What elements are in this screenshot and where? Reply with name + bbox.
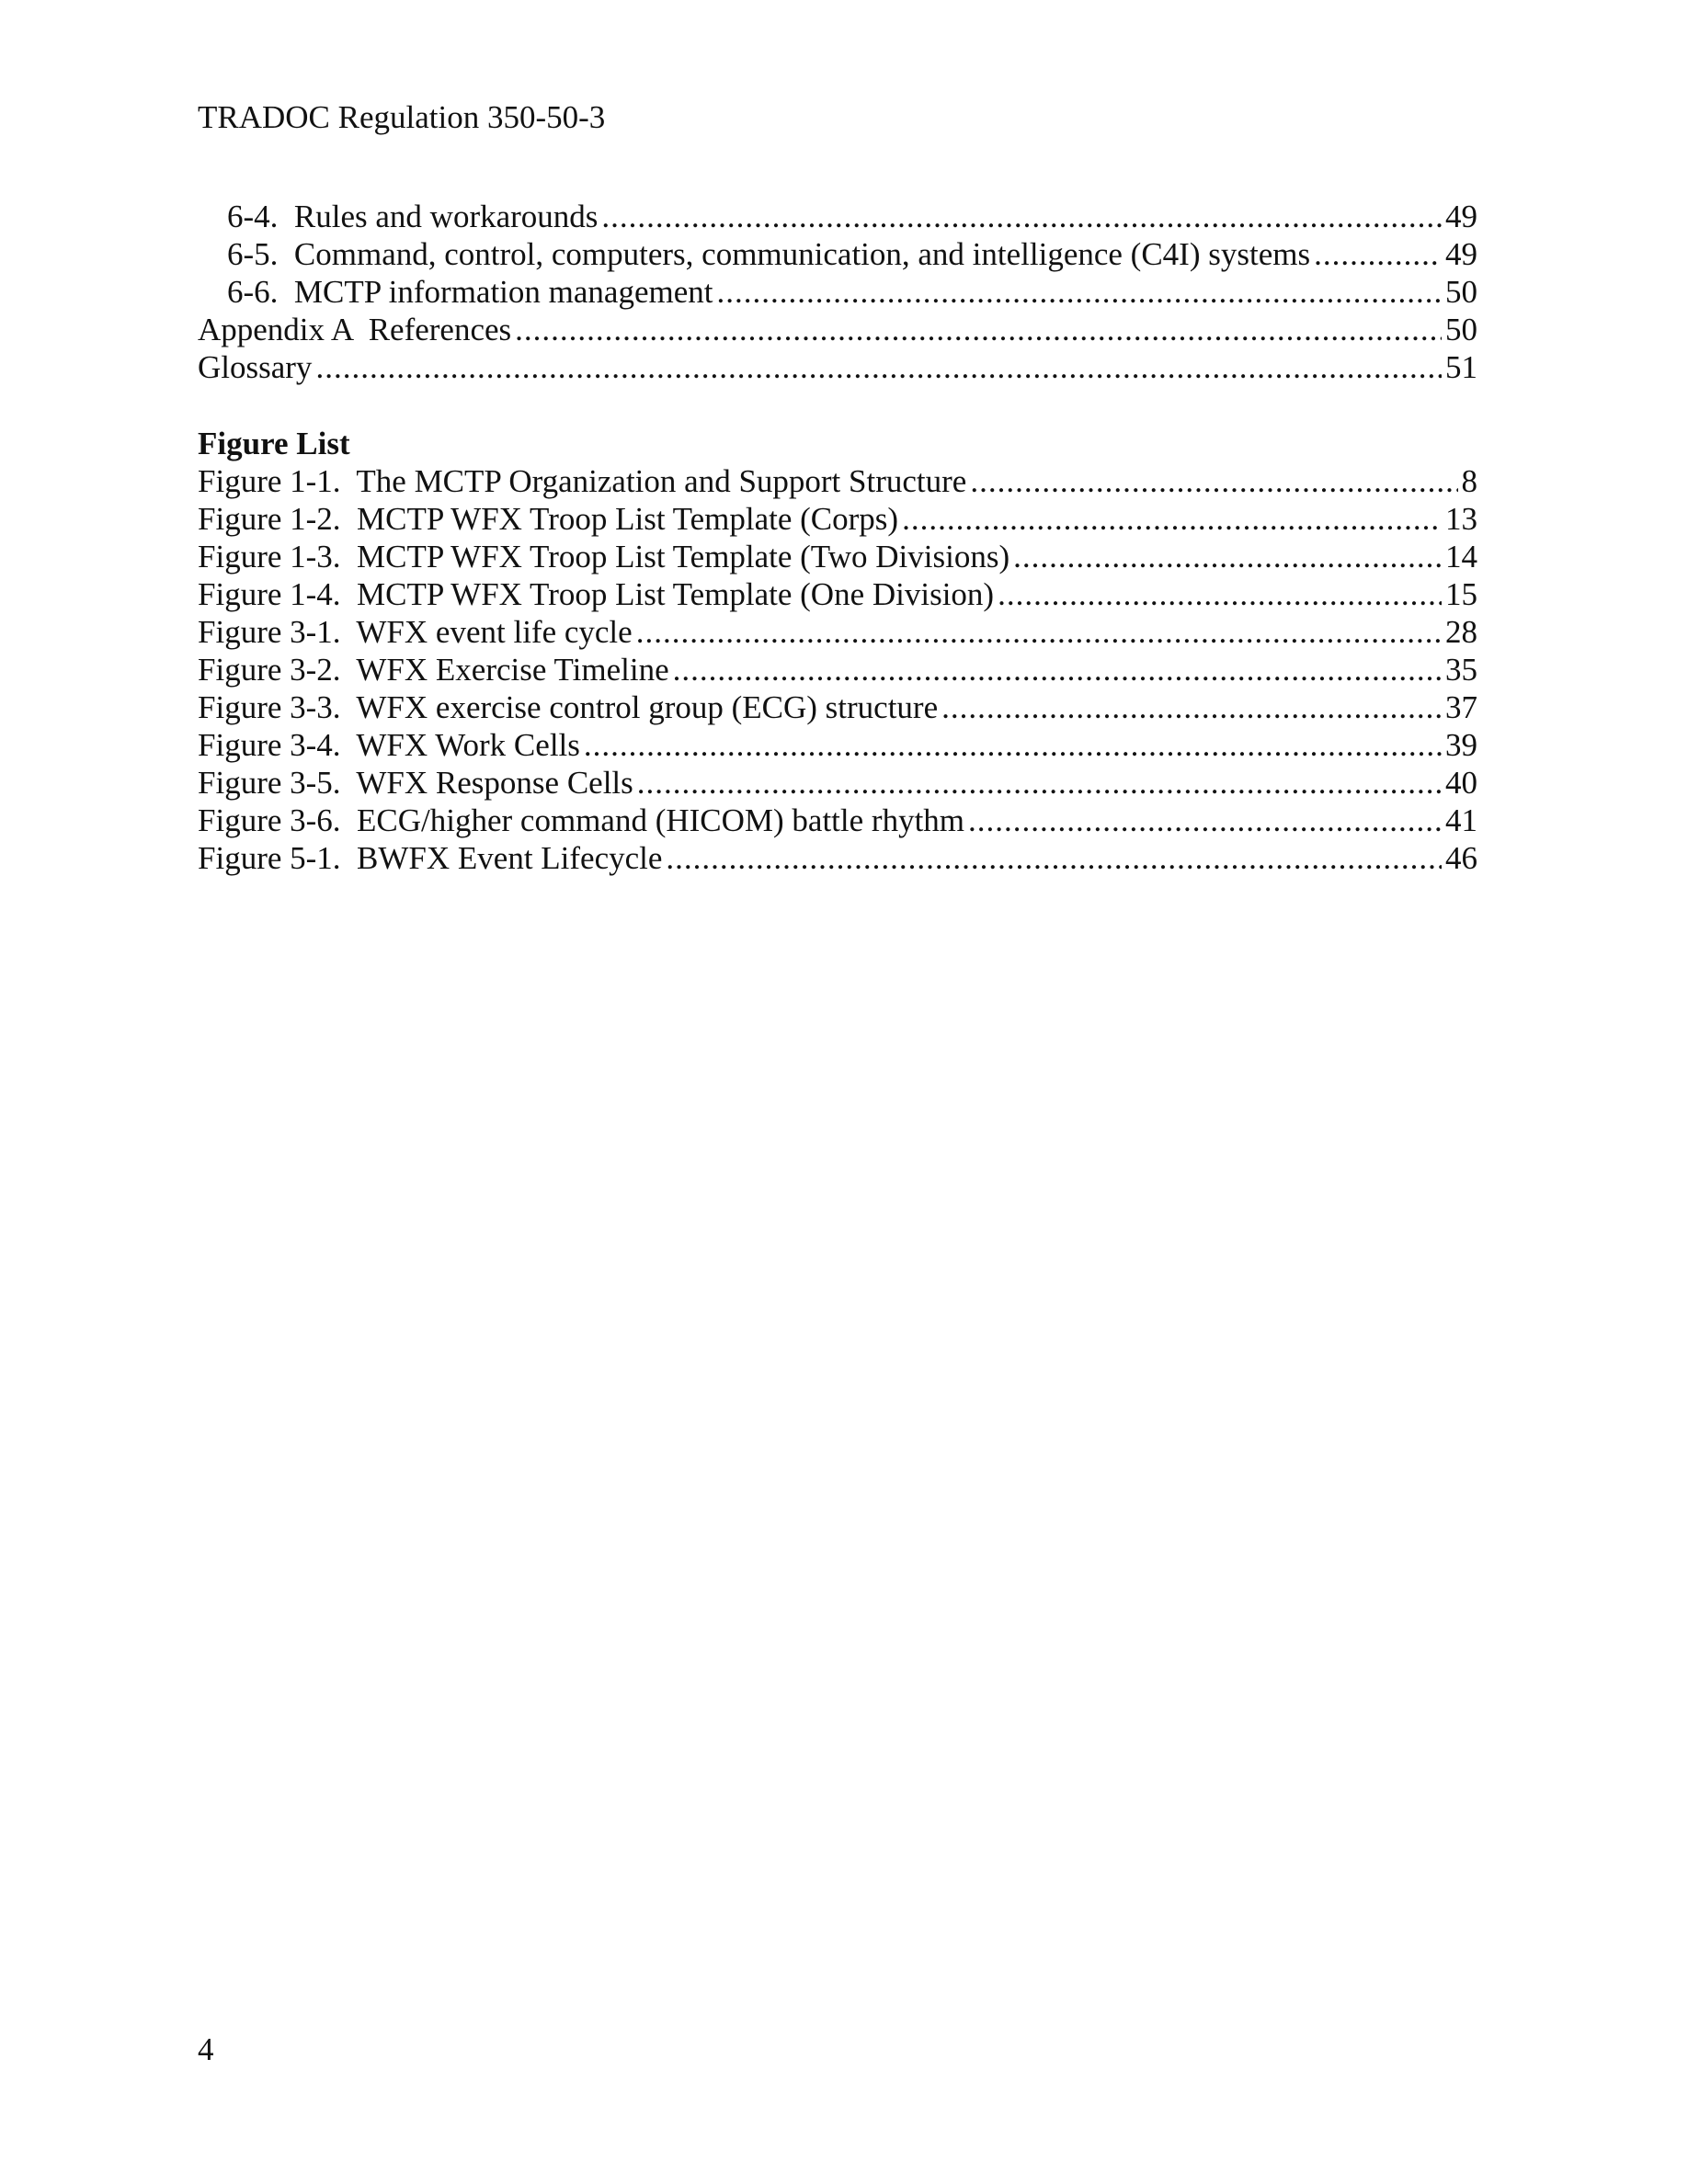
figure-entry-label: Figure 3-3. WFX exercise control group (ECG) structure <box>198 689 939 725</box>
figure-entry <box>198 500 1477 538</box>
dot-leader <box>970 462 1457 500</box>
figure-entry-page: 28 <box>1445 614 1477 650</box>
figure-entry-label: Figure 3-5. WFX Response Cells <box>198 765 633 801</box>
dot-leader <box>902 500 1442 538</box>
figure-entry-page: 14 <box>1445 539 1477 574</box>
figure-entry-page: 8 <box>1461 463 1477 499</box>
dot-leader <box>998 575 1442 613</box>
toc-entry-label: 6-5. Command, control, computers, communication, and intelligence (C4I) systems <box>227 236 1311 272</box>
toc-entry <box>198 198 1477 235</box>
figure-entry <box>198 538 1477 575</box>
figure-entry-label: Figure 3-4. WFX Work Cells <box>198 727 580 763</box>
figure-entry-page: 46 <box>1445 840 1477 876</box>
figure-entry-page: 15 <box>1445 576 1477 612</box>
table-of-contents <box>198 198 1477 386</box>
figure-entry-page: 35 <box>1445 652 1477 688</box>
figure-list-heading: Figure List <box>198 426 350 461</box>
dot-leader <box>1314 235 1442 273</box>
dot-leader <box>601 198 1442 235</box>
page-header-title: TRADOC Regulation 350-50-3 <box>198 99 606 135</box>
toc-entry-page: 50 <box>1445 312 1477 347</box>
figure-entry <box>198 613 1477 651</box>
dot-leader <box>941 688 1442 726</box>
figure-entry-label: Figure 3-6. ECG/higher command (HICOM) battle rhythm <box>198 802 965 838</box>
dot-leader <box>636 613 1442 651</box>
dot-leader <box>716 273 1442 311</box>
dot-leader <box>584 726 1442 764</box>
figure-entry-page: 39 <box>1445 727 1477 763</box>
toc-entry <box>198 348 1477 386</box>
figure-entry <box>198 688 1477 726</box>
toc-entry-label: 6-4. Rules and workarounds <box>227 199 599 234</box>
dot-leader <box>315 348 1442 386</box>
toc-entry <box>198 235 1477 273</box>
figure-entry <box>198 764 1477 802</box>
figure-entry-page: 13 <box>1445 501 1477 537</box>
toc-entry-label: Appendix A References <box>198 312 512 347</box>
figure-entry <box>198 839 1477 877</box>
toc-entry-page: 49 <box>1445 236 1477 272</box>
dot-leader <box>637 764 1442 802</box>
figure-entry-label: Figure 1-2. MCTP WFX Troop List Template (Corps) <box>198 501 899 537</box>
dot-leader <box>673 651 1442 688</box>
toc-entry <box>198 273 1477 311</box>
figure-list <box>198 425 1477 877</box>
toc-entry-label: 6-6. MCTP information management <box>227 274 713 310</box>
toc-entry <box>198 311 1477 348</box>
figure-entry-page: 37 <box>1445 689 1477 725</box>
dot-leader <box>515 311 1442 348</box>
toc-entry-page: 50 <box>1445 274 1477 310</box>
figure-entry-label: Figure 3-1. WFX event life cycle <box>198 614 633 650</box>
figure-entry <box>198 802 1477 839</box>
toc-entry-page: 49 <box>1445 199 1477 234</box>
figure-entry <box>198 651 1477 688</box>
dot-leader <box>1013 538 1442 575</box>
figure-entry <box>198 575 1477 613</box>
page-number: 4 <box>198 2031 214 2067</box>
dot-leader <box>968 802 1442 839</box>
figure-entry-page: 40 <box>1445 765 1477 801</box>
figure-entry-label: Figure 5-1. BWFX Event Lifecycle <box>198 840 663 876</box>
figure-entry <box>198 462 1477 500</box>
toc-entry-label: Glossary <box>198 349 313 385</box>
figure-entry <box>198 726 1477 764</box>
figure-entry-label: Figure 3-2. WFX Exercise Timeline <box>198 652 669 688</box>
dot-leader <box>666 839 1442 877</box>
figure-entry-label: Figure 1-1. The MCTP Organization and Support Structure <box>198 463 967 499</box>
figure-entry-label: Figure 1-3. MCTP WFX Troop List Template (Two Divisions) <box>198 539 1010 574</box>
figure-entry-page: 41 <box>1445 802 1477 838</box>
figure-entry-label: Figure 1-4. MCTP WFX Troop List Template (One Division) <box>198 576 995 612</box>
toc-entry-page: 51 <box>1445 349 1477 385</box>
